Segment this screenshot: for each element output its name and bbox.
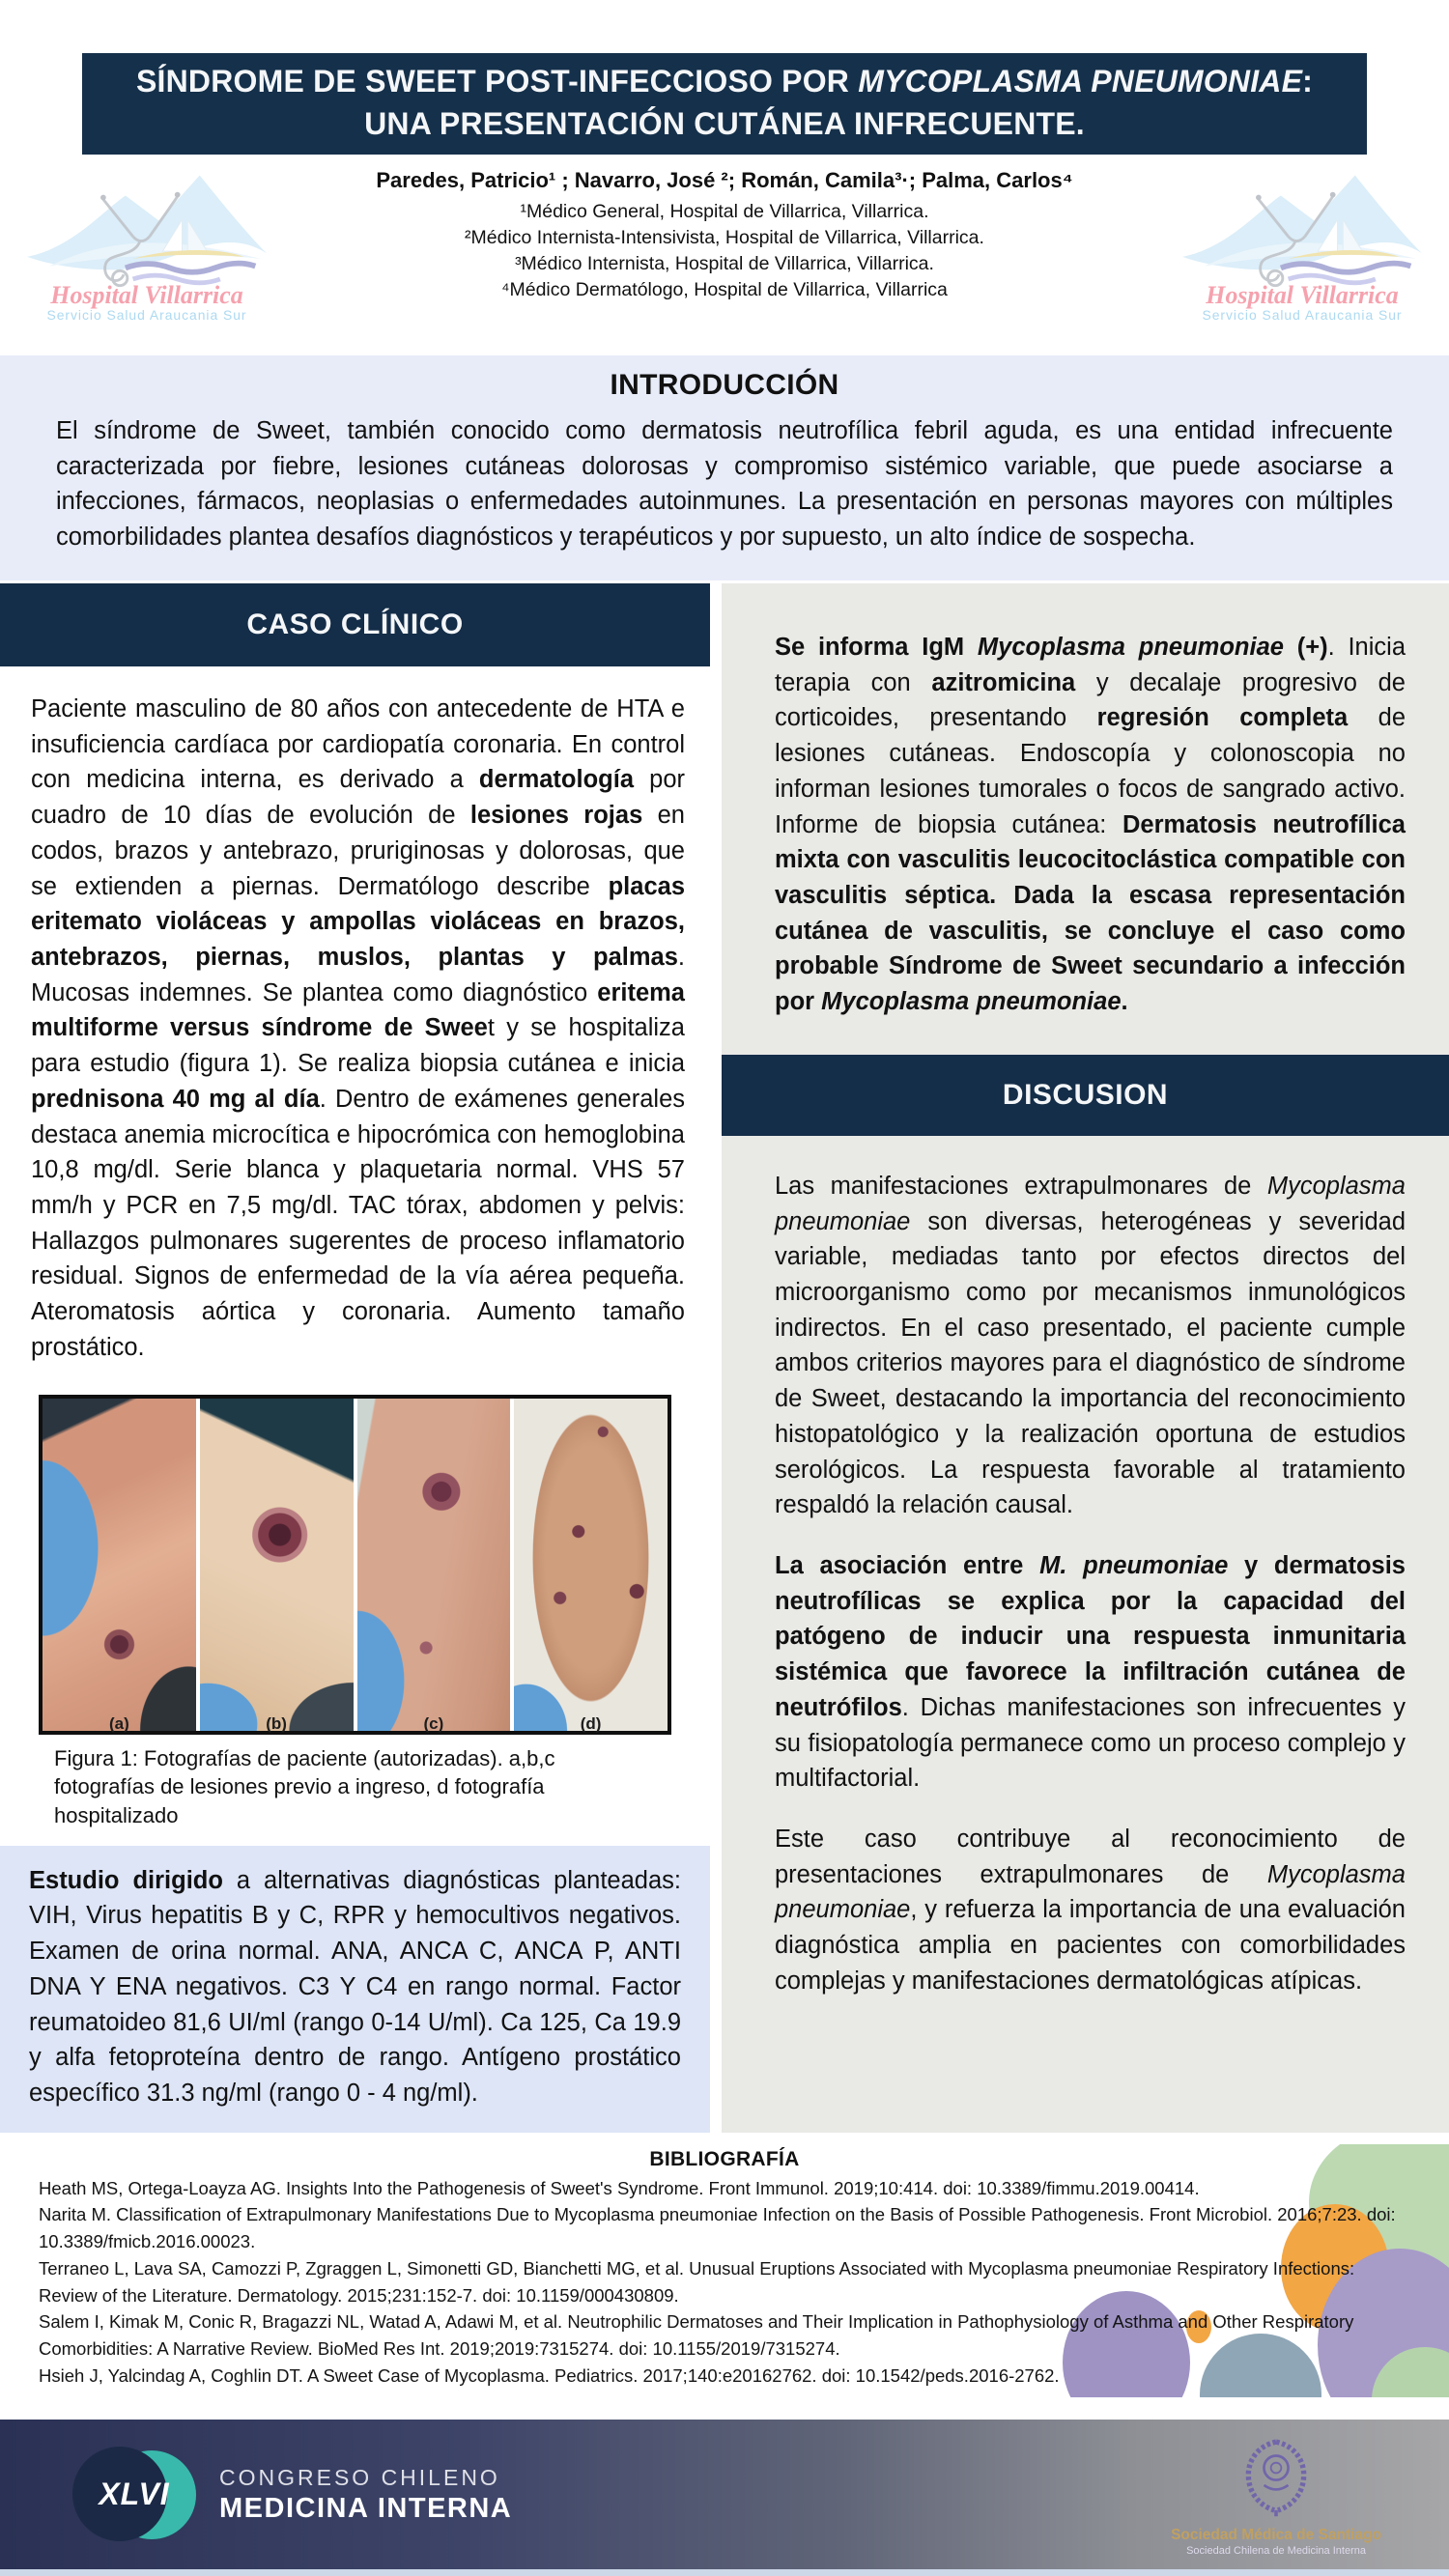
authors-section: [0, 155, 1449, 355]
hospital-logo-icon: [1177, 162, 1428, 325]
reference-item-4: Salem I, Kimak M, Conic R, Bragazzi NL, Watad A, Adawi M, et al. Neutrophilic Dermatoses and Their Implication in Pathophysiology of Asthma and Other Respiratory Comorbidities: A Narrative Review. BioMed Res Int. 2019;2019:7315274. doi: 10.1155/2019/7315274.: [39, 2311, 1354, 2360]
hospital-logo-icon: [21, 162, 272, 325]
reference-item-5: Hsieh J, Yalcindag A, Coghlin DT. A Sweet Case of Mycoplasma. Pediatrics. 2017;140:e20162762. doi: 10.1542/peds.2016-2762.: [39, 2364, 1060, 2386]
photo-panel-d: [514, 1399, 668, 1731]
section-introduccion: [0, 355, 1449, 580]
society-logo: [1171, 2433, 1381, 2557]
hospital-logo-name: Hospital Villarrica: [1206, 280, 1399, 309]
poster-title-band: [82, 53, 1367, 155]
reference-item-3: Terraneo L, Lava SA, Camozzi P, Zgraggen L, Simonetti GD, Bianchetti MG, et al. Unusual Eruptions Associated with Mycoplasma pneumoniae Respiratory Infections: Review of the Literature. Dermatology. 2015;231:152-7. doi: 10.1159/000430809.: [39, 2257, 1355, 2306]
society-subtitle: Sociedad Chilena de Medicina Interna: [1186, 2544, 1366, 2557]
society-name: Sociedad Médica de Santiago: [1171, 2526, 1381, 2543]
hospital-logo-name: Hospital Villarrica: [50, 280, 243, 309]
hospital-logo-subtitle: Servicio Salud Araucania Sur: [1202, 307, 1403, 324]
photo-label-a: (a): [108, 1713, 129, 1733]
photo-label-d: (d): [580, 1713, 602, 1733]
reference-item-1: Heath MS, Ortega-Loayza AG. Insights Into the Pathogenesis of Sweet's Syndrome. Front Immunol. 2019;10:414. doi: 10.3389/fimmu.2019.00414.: [39, 2177, 1200, 2198]
congress-title-line1: CONGRESO CHILENO: [219, 2464, 500, 2490]
authors-line: Paredes, Patricio¹ ; Navarro, José ²; Román, Camila³·; Palma, Carlos⁴: [376, 168, 1073, 193]
estudio-dirigido-paragraph: Estudio dirigido a alternativas diagnósticas planteadas: VIH, Virus hepatitis B y C, RPR y hemocultivos negativos. Examen de orina normal. ANA, ANCA C, ANCA P, ANTI DNA Y ENA negativos. C3 Y C4 en rango normal. Factor reumatoideo 81,6 UI/ml (rango 0-14 U/ml). Ca 125, Ca 19.9 y alfa fetoproteína dentro de rango. Antígeno prostático específico 31.3 ng/ml (rango 0 - 4 ng/ml).: [29, 1866, 681, 2107]
wave-icon: [126, 264, 255, 272]
affiliation-4: ⁴Médico Dermatólogo, Hospital de Villarrica, Villarrica: [501, 278, 948, 300]
introduccion-paragraph: El síndrome de Sweet, también conocido como dermatosis neutrofílica febril aguda, es una entidad infrecuente caracterizada por fiebre, lesiones cutáneas dolorosas y compromiso sistémico variable, que puede asociarse a infecciones, fármacos, neoplasias o enfermedades autoinmunes. La presentación en personas mayores con múltiples comorbilidades plantea desafíos diagnósticos y terapéuticos y por supuesto, un alto índice de sospecha.: [56, 417, 1393, 552]
photo-panel-a: [43, 1399, 196, 1731]
discusion-paragraph-2: La asociación entre M. pneumoniae y dermatosis neutrofílicas se explica por la capacidad del patógeno de inducir una respuesta inmunitaria sistémica que favorece la infiltración cutánea de neutrófilos. Dichas manifestaciones son infrecuentes y su fisiopatología permanece como un proceso complejo y multifactorial.: [775, 1552, 1406, 1793]
congress-xlvi-icon: [72, 2447, 200, 2543]
society-emblem-icon: [1235, 2433, 1318, 2520]
main-columns: [0, 583, 1449, 2133]
congress-title-line2: MEDICINA INTERNA: [219, 2492, 513, 2524]
footer-banner: [0, 2420, 1449, 2569]
poster-title-line1: SÍNDROME DE SWEET POST-INFECCIOSO POR MYCOPLASMA PNEUMONIAE:: [135, 64, 1313, 99]
introduccion-heading: INTRODUCCIÓN: [610, 369, 839, 402]
affiliation-1: ¹Médico General, Hospital de Villarrica, Villarrica.: [520, 201, 929, 223]
discusion-paragraph-3: Este caso contribuye al reconocimiento de presentaciones extrapulmonares de Mycoplasma pneumoniae, y refuerza la importancia de una evaluación diagnóstica amplia en pacientes con comorbilidades complejas y manifestaciones dermatológicas atípicas.: [775, 1826, 1406, 1995]
bottom-edge-strip: [0, 2569, 1449, 2576]
caso-clinico-paragraph: Paciente masculino de 80 años con antecedente de HTA e insuficiencia cardíaca por cardiopatía coronaria. En control con medicina interna, es derivado a dermatología por cuadro de 10 días de evolución de lesiones rojas en codos, brazos y antebrazo, pruriginosas y dolorosas, que se extienden a piernas. Dermatólogo describe placas eritemato violáceas y ampollas violáceas en brazos, antebrazos, piernas, muslos, plantas y palmas. Mucosas indemnes. Se plantea como diagnóstico eritema multiforme versus síndrome de Sweet y se hospitaliza para estudio (figura 1). Se realiza biopsia cutánea e inicia prednisona 40 mg al día. Dentro de exámenes generales destaca anemia microcítica e hipocrómica con hemoglobina 10,8 mg/dl. Serie blanca y plaquetaria normal. VHS 57 mm/h y PCR en 7,5 mg/dl. TAC tórax, abdomen y pelvis: Hallazgos pulmonares sugerentes de proceso inflamatorio residual. Signos de enfermedad de la vía aérea pequeña. Ateromatosis aórtica y coronaria. Aumento tamaño prostático.: [31, 694, 685, 1361]
estudio-dirigido-block: [0, 1846, 710, 2133]
reference-item-2: Narita M. Classification of Extrapulmonary Manifestations Due to Mycoplasma pneumoniae Infection on the Basis of Possible Pathogenesis. Front Microbiol. 2016;7:23. doi: 10.3389/fmicb.2016.00023.: [39, 2204, 1396, 2252]
affiliation-3: ³Médico Internista, Hospital de Villarrica, Villarrica.: [515, 252, 934, 274]
affiliation-2: ²Médico Internista-Intensivista, Hospital de Villarrica, Villarrica.: [465, 226, 984, 248]
column-results-discussion: [722, 583, 1449, 2133]
hospital-villarrica-logo-left: [21, 162, 272, 329]
photo-label-b: (b): [266, 1713, 287, 1733]
hospital-logo-subtitle: Servicio Salud Araucania Sur: [46, 307, 247, 324]
discusion-paragraph-1: Las manifestaciones extrapulmonares de Mycoplasma pneumoniae son diversas, heterogéneas y severidad variable, mediadas tanto por efectos directos del microorganismo como por mecanismos inmunológicos indirectos. En el caso presentado, el paciente cumple ambos criterios mayores para el diagnóstico de síndrome de Sweet, destacando la importancia del reconocimiento histopatológico y la realización oportuna de estudios serológicos. La respuesta favorable al tratamiento respaldó la relación causal.: [775, 1172, 1406, 1519]
caso-clinico-header: CASO CLÍNICO: [0, 583, 710, 666]
congress-logo: [72, 2447, 512, 2543]
column-caso-clinico: [0, 583, 710, 2133]
photo-panel-c: [357, 1399, 511, 1731]
hospital-villarrica-logo-right: [1177, 162, 1428, 329]
figure-1-photos: [39, 1395, 671, 1735]
poster-title-line2: UNA PRESENTACIÓN CUTÁNEA INFRECUENTE.: [364, 105, 1085, 141]
section-bibliografia: [0, 2144, 1449, 2397]
results-paragraph: Se informa IgM Mycoplasma pneumoniae (+). Inicia terapia con azitromicina y decalaje progresivo de corticoides, presentando regresión completa de lesiones cutáneas. Endoscopía y colonoscopia no informan lesiones tumorales o focos de sangrado activo. Informe de biopsia cutánea: Dermatosis neutrofílica mixta con vasculitis leucocitoclástica compatible con vasculitis séptica. Dada la escasa representación cutánea de vasculitis, se concluye el caso como probable Síndrome de Sweet secundario a infección por Mycoplasma pneumoniae.: [775, 633, 1406, 1016]
discusion-header: DISCUSION: [722, 1055, 1449, 1136]
figure-1-caption: Figura 1: Fotografías de paciente (autorizadas). a,b,c fotografías de lesiones previo a ingreso, d fotografía hospitalizado: [54, 1745, 555, 1827]
bibliografia-heading: BIBLIOGRAFÍA: [649, 2147, 800, 2170]
photo-panel-b: [200, 1399, 354, 1731]
photo-label-c: (c): [423, 1713, 444, 1733]
congress-roman-numeral: XLVI: [99, 2476, 170, 2511]
